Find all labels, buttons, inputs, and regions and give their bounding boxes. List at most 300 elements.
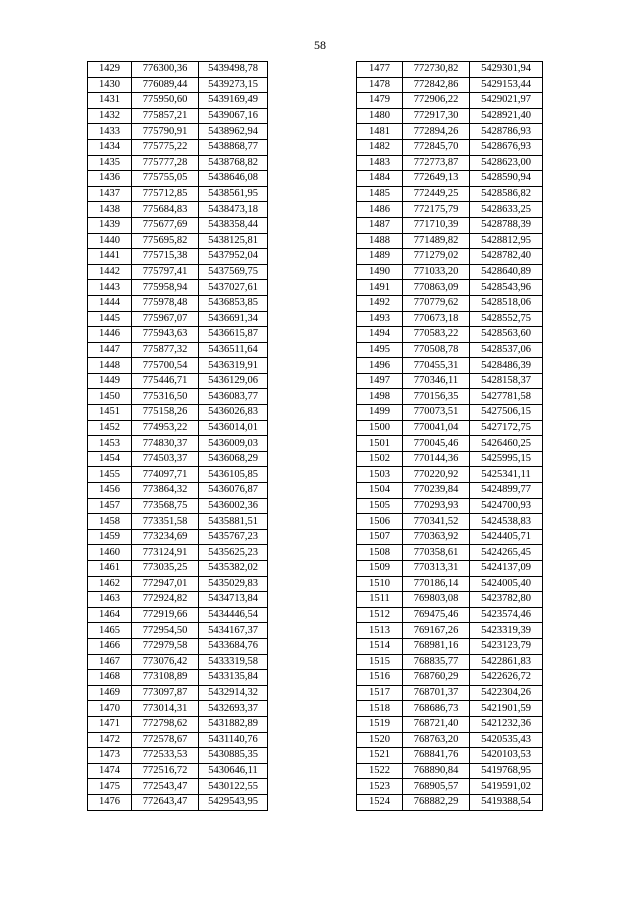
table-row	[88, 483, 268, 499]
x-coordinate: 769167,26	[403, 623, 470, 639]
y-coordinate: 5430122,55	[199, 779, 268, 795]
y-coordinate: 5424137,09	[470, 561, 543, 577]
x-coordinate: 772798,62	[132, 716, 199, 732]
table-row	[88, 670, 268, 686]
x-coordinate: 770144,36	[403, 451, 470, 467]
point-number: 1507	[357, 529, 403, 545]
x-coordinate: 770239,84	[403, 483, 470, 499]
point-number: 1459	[88, 529, 132, 545]
point-number: 1521	[357, 748, 403, 764]
table-row	[88, 280, 268, 296]
point-number: 1449	[88, 373, 132, 389]
table-row	[357, 716, 543, 732]
y-coordinate: 5436068,29	[199, 451, 268, 467]
table-row	[357, 405, 543, 421]
point-number: 1480	[357, 108, 403, 124]
coordinates-table-right	[356, 61, 543, 811]
y-coordinate: 5437952,04	[199, 249, 268, 265]
point-number: 1518	[357, 701, 403, 717]
x-coordinate: 774830,37	[132, 436, 199, 452]
table-row	[357, 529, 543, 545]
y-coordinate: 5424899,77	[470, 483, 543, 499]
point-number: 1474	[88, 763, 132, 779]
table-row	[357, 77, 543, 93]
point-number: 1492	[357, 295, 403, 311]
table-row	[88, 264, 268, 280]
point-number: 1438	[88, 202, 132, 218]
y-coordinate: 5438561,95	[199, 186, 268, 202]
table-row	[357, 545, 543, 561]
y-coordinate: 5428158,37	[470, 373, 543, 389]
table-row	[88, 436, 268, 452]
x-coordinate: 773014,31	[132, 701, 199, 717]
table-row	[88, 701, 268, 717]
y-coordinate: 5434446,54	[199, 607, 268, 623]
x-coordinate: 772730,82	[403, 62, 470, 78]
x-coordinate: 775943,63	[132, 327, 199, 343]
table-row	[357, 654, 543, 670]
table-row	[357, 670, 543, 686]
y-coordinate: 5428543,96	[470, 280, 543, 296]
y-coordinate: 5437569,75	[199, 264, 268, 280]
table-row	[88, 405, 268, 421]
x-coordinate: 773351,58	[132, 514, 199, 530]
x-coordinate: 772533,53	[132, 748, 199, 764]
table-row	[88, 217, 268, 233]
point-number: 1484	[357, 171, 403, 187]
table-row	[88, 155, 268, 171]
table-row	[88, 685, 268, 701]
table-row	[88, 327, 268, 343]
y-coordinate: 5433684,76	[199, 638, 268, 654]
table-row	[357, 311, 543, 327]
table-row	[88, 716, 268, 732]
table-row	[357, 342, 543, 358]
table-row	[88, 202, 268, 218]
y-coordinate: 5439498,78	[199, 62, 268, 78]
y-coordinate: 5438358,44	[199, 217, 268, 233]
point-number: 1503	[357, 467, 403, 483]
y-coordinate: 5438962,94	[199, 124, 268, 140]
x-coordinate: 775700,54	[132, 358, 199, 374]
y-coordinate: 5424265,45	[470, 545, 543, 561]
y-coordinate: 5428812,95	[470, 233, 543, 249]
y-coordinate: 5435881,51	[199, 514, 268, 530]
x-coordinate: 774503,37	[132, 451, 199, 467]
point-number: 1447	[88, 342, 132, 358]
x-coordinate: 771033,20	[403, 264, 470, 280]
point-number: 1490	[357, 264, 403, 280]
point-number: 1437	[88, 186, 132, 202]
y-coordinate: 5435625,23	[199, 545, 268, 561]
table-row	[357, 467, 543, 483]
table-row	[88, 420, 268, 436]
x-coordinate: 775777,28	[132, 155, 199, 171]
table-row	[88, 249, 268, 265]
point-number: 1502	[357, 451, 403, 467]
x-coordinate: 768701,37	[403, 685, 470, 701]
x-coordinate: 772578,67	[132, 732, 199, 748]
x-coordinate: 768686,73	[403, 701, 470, 717]
point-number: 1435	[88, 155, 132, 171]
table-row	[88, 794, 268, 810]
table-row	[357, 779, 543, 795]
table-row	[88, 763, 268, 779]
x-coordinate: 772954,50	[132, 623, 199, 639]
y-coordinate: 5429153,44	[470, 77, 543, 93]
table-row	[357, 732, 543, 748]
table-row	[88, 576, 268, 592]
y-coordinate: 5439067,16	[199, 108, 268, 124]
x-coordinate: 768882,29	[403, 794, 470, 810]
y-coordinate: 5436083,77	[199, 389, 268, 405]
point-number: 1498	[357, 389, 403, 405]
x-coordinate: 772773,87	[403, 155, 470, 171]
table-row	[357, 155, 543, 171]
x-coordinate: 775755,05	[132, 171, 199, 187]
table-row	[357, 62, 543, 78]
y-coordinate: 5436014,01	[199, 420, 268, 436]
x-coordinate: 775857,21	[132, 108, 199, 124]
y-coordinate: 5438125,81	[199, 233, 268, 249]
x-coordinate: 772924,82	[132, 592, 199, 608]
x-coordinate: 772842,86	[403, 77, 470, 93]
x-coordinate: 770779,62	[403, 295, 470, 311]
y-coordinate: 5428633,25	[470, 202, 543, 218]
table-row	[88, 171, 268, 187]
table-row	[357, 358, 543, 374]
point-number: 1458	[88, 514, 132, 530]
point-number: 1469	[88, 685, 132, 701]
table-row	[88, 358, 268, 374]
table-row	[88, 654, 268, 670]
point-number: 1491	[357, 280, 403, 296]
y-coordinate: 5435767,23	[199, 529, 268, 545]
x-coordinate: 775950,60	[132, 93, 199, 109]
point-number: 1509	[357, 561, 403, 577]
y-coordinate: 5424405,71	[470, 529, 543, 545]
y-coordinate: 5421901,59	[470, 701, 543, 717]
point-number: 1513	[357, 623, 403, 639]
x-coordinate: 769475,46	[403, 607, 470, 623]
point-number: 1523	[357, 779, 403, 795]
table-row	[357, 233, 543, 249]
x-coordinate: 775877,32	[132, 342, 199, 358]
point-number: 1444	[88, 295, 132, 311]
point-number: 1457	[88, 498, 132, 514]
y-coordinate: 5438768,82	[199, 155, 268, 171]
x-coordinate: 770346,11	[403, 373, 470, 389]
point-number: 1430	[88, 77, 132, 93]
y-coordinate: 5436105,85	[199, 467, 268, 483]
point-number: 1482	[357, 139, 403, 155]
y-coordinate: 5438868,77	[199, 139, 268, 155]
point-number: 1436	[88, 171, 132, 187]
point-number: 1460	[88, 545, 132, 561]
y-coordinate: 5431140,76	[199, 732, 268, 748]
point-number: 1522	[357, 763, 403, 779]
table-row	[88, 389, 268, 405]
y-coordinate: 5428788,39	[470, 217, 543, 233]
table-row	[357, 638, 543, 654]
x-coordinate: 768981,16	[403, 638, 470, 654]
point-number: 1510	[357, 576, 403, 592]
y-coordinate: 5434167,37	[199, 623, 268, 639]
table-row	[357, 171, 543, 187]
y-coordinate: 5428552,75	[470, 311, 543, 327]
point-number: 1468	[88, 670, 132, 686]
x-coordinate: 775715,38	[132, 249, 199, 265]
table-row	[88, 529, 268, 545]
table-row	[357, 264, 543, 280]
table-row	[88, 373, 268, 389]
x-coordinate: 776089,44	[132, 77, 199, 93]
point-number: 1516	[357, 670, 403, 686]
x-coordinate: 770045,46	[403, 436, 470, 452]
y-coordinate: 5439169,49	[199, 93, 268, 109]
x-coordinate: 771489,82	[403, 233, 470, 249]
x-coordinate: 770041,04	[403, 420, 470, 436]
y-coordinate: 5427506,15	[470, 405, 543, 421]
point-number: 1454	[88, 451, 132, 467]
point-number: 1461	[88, 561, 132, 577]
y-coordinate: 5428518,06	[470, 295, 543, 311]
y-coordinate: 5428563,60	[470, 327, 543, 343]
y-coordinate: 5425995,15	[470, 451, 543, 467]
y-coordinate: 5432693,37	[199, 701, 268, 717]
y-coordinate: 5436026,83	[199, 405, 268, 421]
y-coordinate: 5435029,83	[199, 576, 268, 592]
point-number: 1470	[88, 701, 132, 717]
y-coordinate: 5425341,11	[470, 467, 543, 483]
table-row	[88, 748, 268, 764]
x-coordinate: 772947,01	[132, 576, 199, 592]
y-coordinate: 5436076,87	[199, 483, 268, 499]
x-coordinate: 770073,51	[403, 405, 470, 421]
table-row	[357, 280, 543, 296]
y-coordinate: 5423319,39	[470, 623, 543, 639]
y-coordinate: 5423782,80	[470, 592, 543, 608]
table-row	[88, 623, 268, 639]
point-number: 1448	[88, 358, 132, 374]
table-row	[88, 779, 268, 795]
x-coordinate: 770293,93	[403, 498, 470, 514]
table-row	[88, 514, 268, 530]
y-coordinate: 5423574,46	[470, 607, 543, 623]
table-row	[357, 701, 543, 717]
point-number: 1496	[357, 358, 403, 374]
y-coordinate: 5419388,54	[470, 794, 543, 810]
x-coordinate: 775978,48	[132, 295, 199, 311]
table-row	[357, 124, 543, 140]
x-coordinate: 776300,36	[132, 62, 199, 78]
y-coordinate: 5424538,83	[470, 514, 543, 530]
table-row	[88, 233, 268, 249]
table-row	[357, 217, 543, 233]
y-coordinate: 5428590,94	[470, 171, 543, 187]
y-coordinate: 5426460,25	[470, 436, 543, 452]
point-number: 1478	[357, 77, 403, 93]
y-coordinate: 5424700,93	[470, 498, 543, 514]
x-coordinate: 770358,61	[403, 545, 470, 561]
point-number: 1455	[88, 467, 132, 483]
point-number: 1445	[88, 311, 132, 327]
x-coordinate: 775677,69	[132, 217, 199, 233]
point-number: 1508	[357, 545, 403, 561]
x-coordinate: 773234,69	[132, 529, 199, 545]
y-coordinate: 5419768,95	[470, 763, 543, 779]
y-coordinate: 5436691,34	[199, 311, 268, 327]
table-row	[357, 202, 543, 218]
x-coordinate: 768835,77	[403, 654, 470, 670]
table-row	[88, 342, 268, 358]
table-row	[357, 295, 543, 311]
table-row	[88, 498, 268, 514]
y-coordinate: 5427172,75	[470, 420, 543, 436]
table-row	[88, 139, 268, 155]
y-coordinate: 5419591,02	[470, 779, 543, 795]
table-row	[357, 748, 543, 764]
point-number: 1479	[357, 93, 403, 109]
point-number: 1464	[88, 607, 132, 623]
table-row	[357, 576, 543, 592]
x-coordinate: 768890,84	[403, 763, 470, 779]
point-number: 1456	[88, 483, 132, 499]
table-row	[357, 93, 543, 109]
x-coordinate: 768760,29	[403, 670, 470, 686]
x-coordinate: 770583,22	[403, 327, 470, 343]
x-coordinate: 774953,22	[132, 420, 199, 436]
point-number: 1439	[88, 217, 132, 233]
x-coordinate: 770363,92	[403, 529, 470, 545]
x-coordinate: 770156,35	[403, 389, 470, 405]
table-row	[357, 483, 543, 499]
y-coordinate: 5439273,15	[199, 77, 268, 93]
y-coordinate: 5433319,58	[199, 654, 268, 670]
x-coordinate: 773108,89	[132, 670, 199, 686]
table-row	[357, 139, 543, 155]
table-row	[357, 108, 543, 124]
point-number: 1442	[88, 264, 132, 280]
point-number: 1441	[88, 249, 132, 265]
x-coordinate: 775695,82	[132, 233, 199, 249]
y-coordinate: 5435382,02	[199, 561, 268, 577]
y-coordinate: 5423123,79	[470, 638, 543, 654]
y-coordinate: 5428623,00	[470, 155, 543, 171]
point-number: 1463	[88, 592, 132, 608]
point-number: 1451	[88, 405, 132, 421]
x-coordinate: 770455,31	[403, 358, 470, 374]
x-coordinate: 770186,14	[403, 576, 470, 592]
point-number: 1446	[88, 327, 132, 343]
x-coordinate: 773124,91	[132, 545, 199, 561]
point-number: 1431	[88, 93, 132, 109]
x-coordinate: 775712,85	[132, 186, 199, 202]
table-row	[357, 514, 543, 530]
table-row	[88, 311, 268, 327]
point-number: 1494	[357, 327, 403, 343]
x-coordinate: 775446,71	[132, 373, 199, 389]
point-number: 1495	[357, 342, 403, 358]
table-row	[88, 77, 268, 93]
y-coordinate: 5431882,89	[199, 716, 268, 732]
point-number: 1453	[88, 436, 132, 452]
table-row	[88, 62, 268, 78]
x-coordinate: 772906,22	[403, 93, 470, 109]
point-number: 1475	[88, 779, 132, 795]
y-coordinate: 5428586,82	[470, 186, 543, 202]
table-row	[88, 592, 268, 608]
x-coordinate: 772845,70	[403, 139, 470, 155]
y-coordinate: 5428676,93	[470, 139, 543, 155]
table-row	[357, 389, 543, 405]
y-coordinate: 5428782,40	[470, 249, 543, 265]
x-coordinate: 775775,22	[132, 139, 199, 155]
point-number: 1450	[88, 389, 132, 405]
y-coordinate: 5420103,53	[470, 748, 543, 764]
x-coordinate: 772894,26	[403, 124, 470, 140]
table-row	[88, 638, 268, 654]
y-coordinate: 5428486,39	[470, 358, 543, 374]
point-number: 1504	[357, 483, 403, 499]
y-coordinate: 5429301,94	[470, 62, 543, 78]
x-coordinate: 775958,94	[132, 280, 199, 296]
page-number: 58	[314, 38, 326, 52]
x-coordinate: 771710,39	[403, 217, 470, 233]
x-coordinate: 772175,79	[403, 202, 470, 218]
x-coordinate: 770673,18	[403, 311, 470, 327]
point-number: 1433	[88, 124, 132, 140]
y-coordinate: 5434713,84	[199, 592, 268, 608]
y-coordinate: 5422304,26	[470, 685, 543, 701]
point-number: 1467	[88, 654, 132, 670]
x-coordinate: 770220,92	[403, 467, 470, 483]
point-number: 1501	[357, 436, 403, 452]
table-row	[88, 93, 268, 109]
y-coordinate: 5428640,89	[470, 264, 543, 280]
y-coordinate: 5424005,40	[470, 576, 543, 592]
table-row	[357, 592, 543, 608]
y-coordinate: 5428537,06	[470, 342, 543, 358]
x-coordinate: 772979,58	[132, 638, 199, 654]
x-coordinate: 772516,72	[132, 763, 199, 779]
x-coordinate: 773864,32	[132, 483, 199, 499]
y-coordinate: 5428786,93	[470, 124, 543, 140]
table-row	[357, 685, 543, 701]
point-number: 1472	[88, 732, 132, 748]
point-number: 1432	[88, 108, 132, 124]
point-number: 1512	[357, 607, 403, 623]
table-row	[357, 763, 543, 779]
x-coordinate: 772917,30	[403, 108, 470, 124]
table-row	[357, 561, 543, 577]
y-coordinate: 5436009,03	[199, 436, 268, 452]
y-coordinate: 5436319,91	[199, 358, 268, 374]
x-coordinate: 773035,25	[132, 561, 199, 577]
point-number: 1517	[357, 685, 403, 701]
x-coordinate: 773097,87	[132, 685, 199, 701]
x-coordinate: 773568,75	[132, 498, 199, 514]
y-coordinate: 5420535,43	[470, 732, 543, 748]
point-number: 1524	[357, 794, 403, 810]
point-number: 1440	[88, 233, 132, 249]
point-number: 1499	[357, 405, 403, 421]
table-row	[88, 607, 268, 623]
y-coordinate: 5436129,06	[199, 373, 268, 389]
x-coordinate: 775797,41	[132, 264, 199, 280]
table-row	[357, 451, 543, 467]
x-coordinate: 768763,20	[403, 732, 470, 748]
